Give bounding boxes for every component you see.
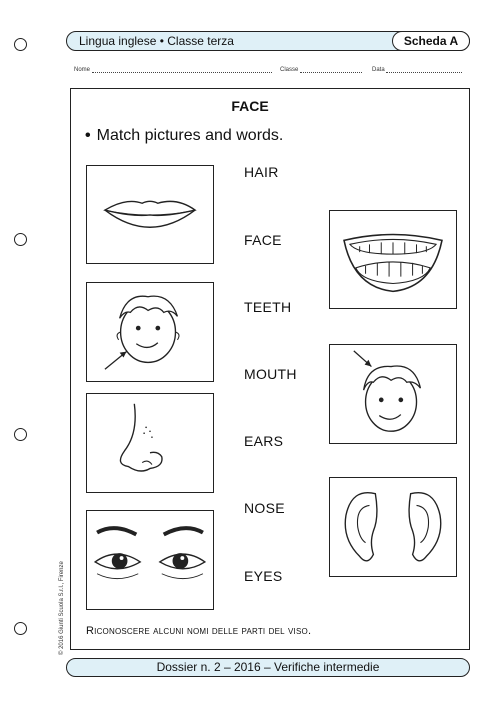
word-nose[interactable]: NOSE <box>244 500 285 516</box>
worksheet-title: FACE <box>231 98 269 114</box>
header-bar <box>66 31 470 51</box>
picture-ears[interactable] <box>329 477 457 577</box>
lips-drawing <box>87 166 213 263</box>
binder-hole-upper <box>14 233 27 246</box>
hair-drawing <box>330 345 456 443</box>
nose-drawing <box>87 394 213 492</box>
ears-drawing <box>330 478 456 576</box>
face-drawing <box>87 283 213 381</box>
word-eyes[interactable]: EYES <box>244 568 283 584</box>
word-face[interactable]: FACE <box>244 232 282 248</box>
word-teeth[interactable]: TEETH <box>244 299 292 315</box>
name-field[interactable] <box>74 66 272 73</box>
picture-face-arrow[interactable] <box>86 282 214 382</box>
picture-teeth[interactable] <box>329 210 457 309</box>
date-label: Data <box>372 67 385 73</box>
class-field[interactable] <box>280 66 362 73</box>
picture-hair-arrow[interactable] <box>329 344 457 444</box>
subject-label: Lingua inglese • Classe terza <box>79 34 234 48</box>
word-ears[interactable]: EARS <box>244 433 284 449</box>
eyes-drawing <box>87 511 213 609</box>
picture-nose[interactable] <box>86 393 214 493</box>
teeth-drawing <box>330 211 456 308</box>
binder-hole-bottom <box>14 622 27 635</box>
picture-lips[interactable] <box>86 165 214 264</box>
learning-objective: Riconoscere alcuni nomi delle parti del viso. <box>86 625 312 637</box>
instruction: • Match pictures and words. <box>85 127 284 144</box>
picture-eyes[interactable] <box>86 510 214 610</box>
footer-bar: Dossier n. 2 – 2016 – Verifiche intermedie <box>66 658 470 677</box>
binder-hole-lower <box>14 428 27 441</box>
name-label: Nome <box>74 67 91 73</box>
copyright-notice: © 2016 Giunti Scuola S.r.l., Firenze <box>59 561 65 655</box>
word-hair[interactable]: HAIR <box>244 164 279 180</box>
date-field[interactable] <box>372 66 462 73</box>
binder-hole-top <box>14 38 27 51</box>
word-mouth[interactable]: MOUTH <box>244 366 297 382</box>
class-label: Classe <box>280 67 299 73</box>
instruction-text: Match pictures and words. <box>96 127 284 144</box>
sheet-badge: Scheda A <box>392 31 470 51</box>
